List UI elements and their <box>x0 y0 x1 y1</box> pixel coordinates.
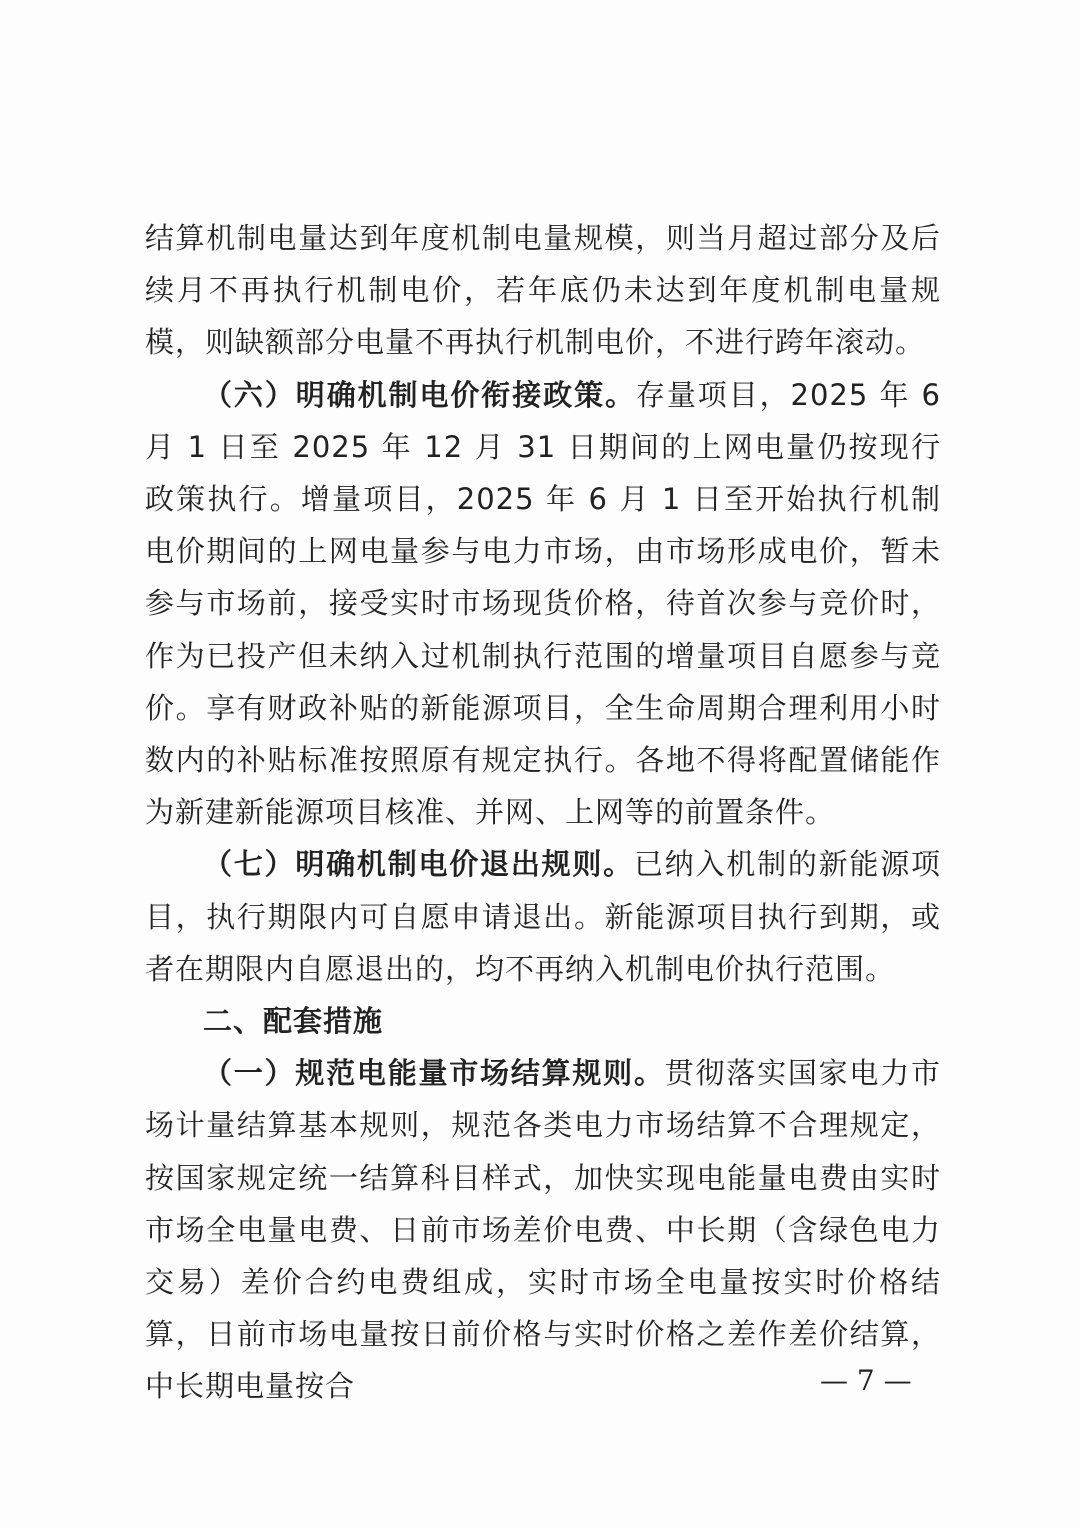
paragraph-seven <box>145 838 941 995</box>
paragraph-text: 贯彻落实国家电力市场计量结算基本规则，规范各类电力市场结算不合理规定，按国家规定统一结算科目样式，加快实现电能量电费由实时市场全电量电费、日前市场差价电费、中长期（含绿色电力交易）差价合约电费组成，实时市场全电量按实时价格结算，日前市场电量按日前价格与实时价格之差作差价结算，中长期电量按合 <box>145 1056 941 1404</box>
paragraph-six <box>145 369 941 839</box>
body-text <box>145 212 941 1413</box>
section-heading-two: 二、配套措施 <box>203 1004 384 1039</box>
paragraph-text: 已纳入机制的新能源项目，执行期限内可自愿申请退出。新能源项目执行到期，或者在期限内自愿退出的，均不再纳入机制电价执行范围。 <box>145 847 941 986</box>
section-heading-six: （六）明确机制电价衔接政策。 <box>203 377 636 412</box>
paragraph-continuation <box>145 212 941 369</box>
section-two-title <box>145 995 941 1047</box>
paragraph-two-one <box>145 1047 941 1412</box>
page-number: — 7 — <box>820 1364 912 1397</box>
paragraph-text: 结算机制电量达到年度机制电量规模，则当月超过部分及后续月不再执行机制电价，若年底仍未达到年度机制电量规模，则缺额部分电量不再执行机制电价，不进行跨年滚动。 <box>145 221 941 360</box>
section-heading-two-one: （一）规范电能量市场结算规则。 <box>203 1056 665 1091</box>
section-heading-seven: （七）明确机制电价退出规则。 <box>203 847 634 882</box>
paragraph-text: 存量项目，2025 年 6 月 1 日至 2025 年 12 月 31 日期间的上网电量仍按现行政策执行。增量项目，2025 年 6 月 1 日至开始执行机制电价期间的上网电量参与电力市场，由市场形成电价，暂未参与市场前，接受实时市场现货价格，待首次参与竞价时，作为已投产但未纳入过机制执行范围的增量项目自愿参与竞价。享有财政补贴的新能源项目，全生命周期合理利用小时数内的补贴标准按照原有规定执行。各地不得将配置储能作为新建新能源项目核准、并网、上网等的前置条件。 <box>145 377 941 830</box>
